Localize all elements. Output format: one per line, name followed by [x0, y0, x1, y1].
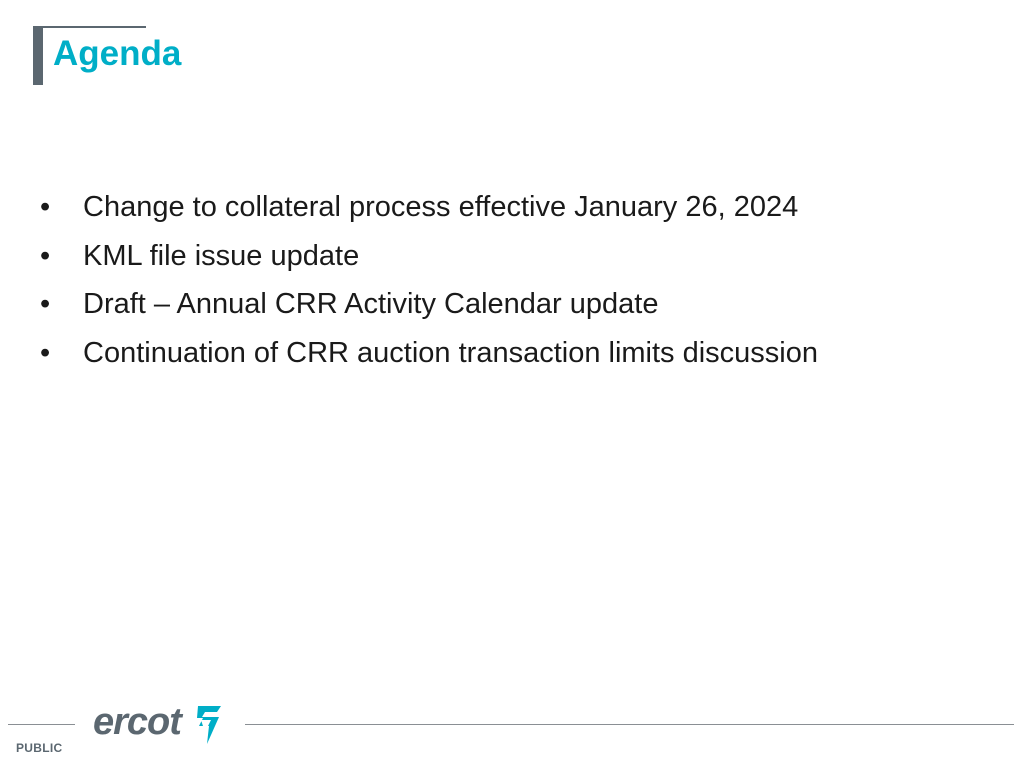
list-item-text: Draft – Annual CRR Activity Calendar update	[83, 288, 659, 320]
bullet-icon: •	[40, 288, 51, 320]
bullet-icon: •	[40, 336, 51, 369]
bullet-icon: •	[40, 239, 51, 272]
title-bracket-vertical	[33, 27, 43, 85]
list-item-text: KML file issue update	[83, 239, 360, 272]
page-title: Agenda	[53, 34, 182, 73]
classification-label: PUBLIC	[16, 741, 63, 755]
logo-wordmark: ercot	[93, 701, 181, 743]
ercot-logo	[93, 698, 228, 752]
footer-divider-right	[245, 724, 1014, 725]
title-bracket-top	[33, 26, 146, 28]
list-item-text: Continuation of CRR auction transaction limits discussion	[83, 336, 819, 369]
bullet-icon: •	[40, 191, 51, 223]
footer-divider-left	[8, 724, 75, 725]
list-item-text: Change to collateral process effective January 26, 2024	[83, 191, 799, 223]
lightning-bolt-icon	[197, 706, 221, 744]
